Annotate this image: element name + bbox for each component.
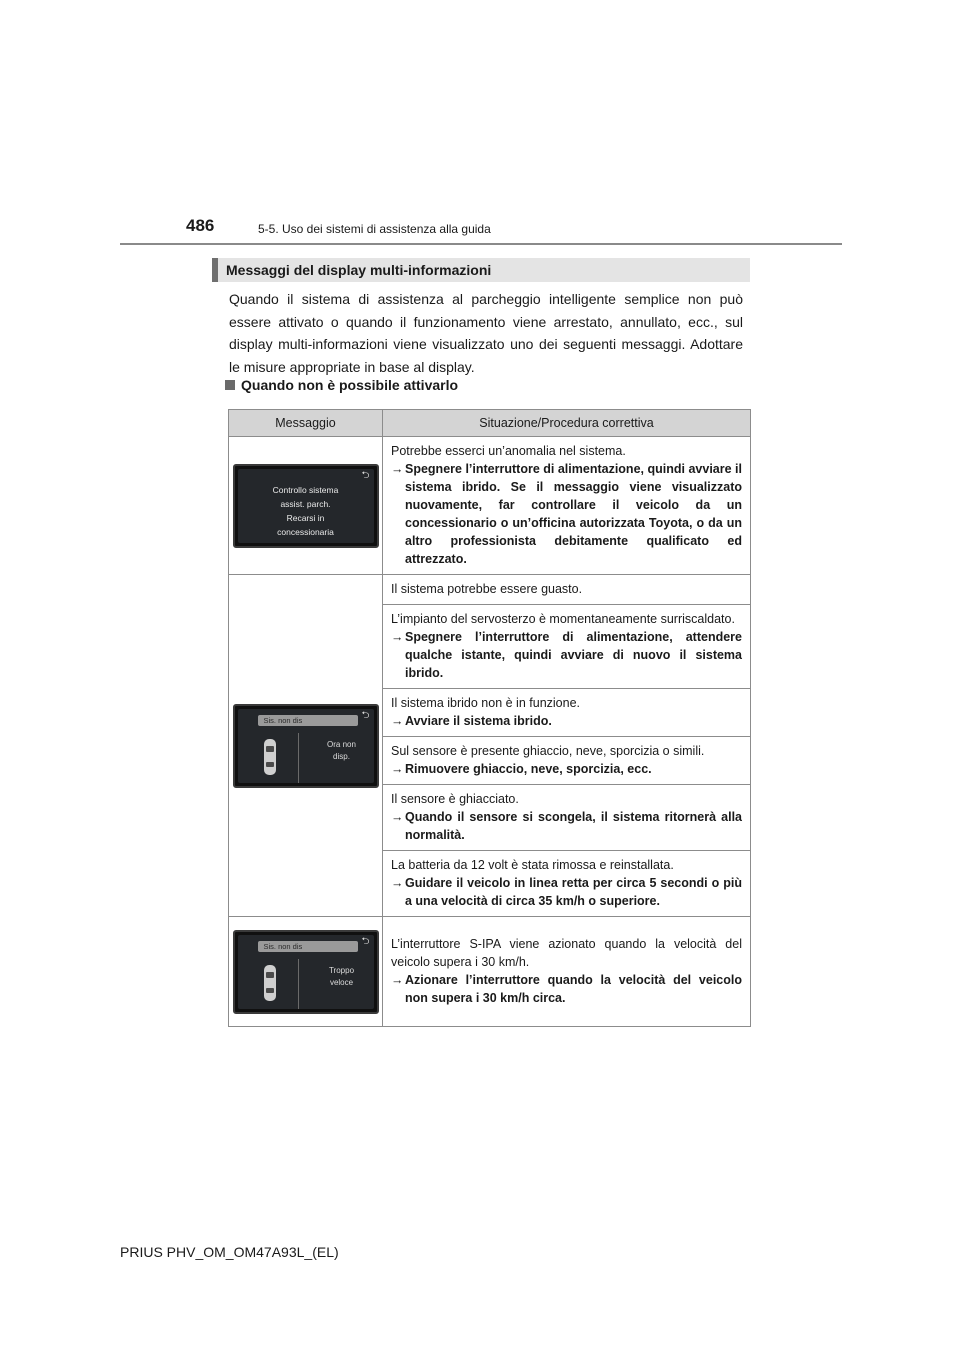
section-heading-text: Messaggi del display multi-informazioni	[226, 262, 492, 278]
arrow-icon: →	[391, 876, 404, 890]
corrective-action-text: Avviare il sistema ibrido.	[405, 714, 552, 728]
situation-cell	[383, 737, 751, 785]
situation-cell	[383, 605, 751, 689]
situation-text: Sul sensore è presente ghiaccio, neve, sporcizia o simili.	[391, 744, 705, 758]
car-icon	[262, 963, 278, 1003]
arrow-icon: →	[391, 810, 404, 824]
display-status-tag: Sis. non dis	[258, 715, 358, 726]
display-message-text: Troppo veloce	[328, 965, 355, 987]
corrective-action-text: Spegnere l’interruttore di alimentazione, attendere qualche istante, quindi avviare di nuovo il sistema ibrido.	[405, 630, 742, 680]
situation-text: L’impianto del servosterzo è momentaneamente surriscaldato.	[391, 612, 735, 626]
subheading	[225, 377, 458, 393]
display-message-text: Controllo sistema assist. parch. Recarsi in concessionaria	[272, 484, 339, 537]
corrective-action	[391, 808, 742, 844]
arrow-icon: →	[391, 973, 404, 987]
message-image-cell	[229, 437, 383, 575]
table-row	[229, 575, 751, 605]
column-header-message: Messaggio	[229, 410, 383, 437]
situation-text: L’interruttore S-IPA viene azionato quando la velocità del veicolo supera i 30 km/h.	[391, 937, 742, 969]
corrective-action-text: Spegnere l’interruttore di alimentazione, quindi avviare il sistema ibrido. Se il messaggio viene visualizzato nuovamente, far controllare il veicolo da un concessionario o un’officina autorizzata Toyota, o da un altro professionista debitamente qualificato ed attrezzato.	[405, 462, 742, 566]
situation-cell	[383, 917, 751, 1027]
arrow-icon: →	[391, 714, 404, 728]
display-screen-inner	[238, 709, 374, 783]
message-table	[228, 409, 751, 1027]
section-heading	[212, 258, 750, 282]
situation-text: Il sistema potrebbe essere guasto.	[391, 582, 583, 596]
display-divider	[298, 733, 299, 783]
section-label: 5-5. Uso dei sistemi di assistenza alla guida	[258, 222, 491, 236]
corrective-action	[391, 460, 742, 568]
corrective-action	[391, 712, 742, 730]
back-arrow-icon: ⮌	[361, 469, 370, 481]
situation-cell	[383, 785, 751, 851]
display-screen-image	[233, 930, 379, 1014]
situation-text: Il sistema ibrido non è in funzione.	[391, 696, 580, 710]
display-screen-image	[233, 464, 379, 548]
situation-cell	[383, 575, 751, 605]
situation-cell	[383, 689, 751, 737]
display-screen-inner	[238, 935, 374, 1009]
page-number: 486	[186, 216, 215, 235]
corrective-action	[391, 628, 742, 682]
table-header-row	[229, 410, 751, 437]
situation-text: Potrebbe esserci un’anomalia nel sistema.	[391, 444, 626, 458]
header-rule	[120, 243, 842, 245]
square-bullet-icon	[225, 380, 235, 390]
corrective-action-text: Rimuovere ghiaccio, neve, sporcizia, ecc.	[405, 762, 652, 776]
corrective-action-text: Quando il sensore si scongela, il sistema ritornerà alla normalità.	[405, 810, 742, 842]
footer-document-code: PRIUS PHV_OM_OM47A93L_(EL)	[120, 1244, 339, 1260]
situation-cell	[383, 851, 751, 917]
situation-text: La batteria da 12 volt è stata rimossa e reinstallata.	[391, 858, 674, 872]
corrective-action-text: Azionare l’interruttore quando la velocità del veicolo non supera i 30 km/h circa.	[405, 973, 742, 1005]
back-arrow-icon: ⮌	[361, 935, 370, 947]
message-image-cell	[229, 917, 383, 1027]
car-icon	[262, 737, 278, 777]
table-row	[229, 437, 751, 575]
display-divider	[298, 959, 299, 1009]
back-arrow-icon: ⮌	[361, 709, 370, 721]
message-image-cell	[229, 575, 383, 917]
intro-paragraph: Quando il sistema di assistenza al parcheggio intelligente semplice non può essere attivato o quando il funzionamento viene arrestato, annullato, ecc., sul display multi-informazioni viene visualizzato uno dei seguenti messaggi. Adottare le misure appropriate in base al display.	[229, 291, 743, 375]
corrective-action	[391, 760, 742, 778]
display-status-tag: Sis. non dis	[258, 941, 358, 952]
display-screen-inner	[238, 469, 374, 543]
display-screen-image	[233, 704, 379, 788]
situation-text: Il sensore è ghiacciato.	[391, 792, 519, 806]
corrective-action	[391, 971, 742, 1007]
situation-cell	[383, 437, 751, 575]
column-header-situation: Situazione/Procedura correttiva	[383, 410, 751, 437]
arrow-icon: →	[391, 762, 404, 776]
corrective-action	[391, 874, 742, 910]
display-message-text: Ora non disp.	[327, 739, 356, 761]
arrow-icon: →	[391, 462, 404, 476]
arrow-icon: →	[391, 630, 404, 644]
corrective-action-text: Guidare il veicolo in linea retta per circa 5 secondi o più a una velocità di circa 35 km/h o superiore.	[405, 876, 742, 908]
subheading-text: Quando non è possibile attivarlo	[241, 377, 459, 393]
table-row	[229, 917, 751, 1027]
